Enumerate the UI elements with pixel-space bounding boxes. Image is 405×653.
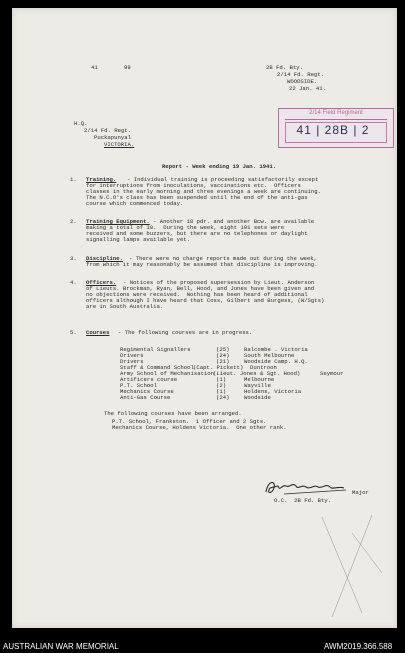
course-count: (24) <box>216 394 230 401</box>
registry-stamp <box>278 108 394 148</box>
handwritten-signature-icon <box>262 478 352 498</box>
archive-accession-number: AWM2019.366.588 <box>324 642 393 651</box>
sender-unit: 2B Fd. Bty. <box>266 64 303 71</box>
item-line: are in South Australia. <box>86 303 164 310</box>
course-name: Anti-Gas Course <box>120 394 171 401</box>
item-number: 3. <box>70 255 77 262</box>
course-count: (25) <box>216 346 230 353</box>
signature-appointment: O.C. 2B Fd. Bty. <box>274 497 332 504</box>
arranged-line: P.T. School, Frankston. 1 Officer and 2 Sgts. <box>112 418 267 425</box>
item-line: classes in the early morning and three evenings a week are continuing. <box>86 188 321 195</box>
arranged-line: Mechanics Course, Holdens Victoria. One other rank. <box>112 424 287 431</box>
addressee-line-3: Puckapunyal <box>94 134 131 141</box>
item-line: course which commenced today. <box>86 200 184 207</box>
item-heading: Officers. <box>86 279 117 286</box>
item-heading: Courses <box>86 329 110 336</box>
archive-name: AUSTRALIAN WAR MEMORIAL <box>3 642 119 651</box>
arranged-intro: The following courses have been arranged. <box>104 410 242 417</box>
ref-number-mid: 99 <box>124 64 131 71</box>
stamp-divider <box>285 119 387 120</box>
course-count: (1) <box>216 376 227 383</box>
item-line: The N.C.O's class has been suspended until the end of the anti-gas <box>86 194 308 201</box>
item-line: officers although I have heard that Coss, Gilbert and Burgess, (W/Sgts) <box>86 297 325 304</box>
addressee-line-1: H.Q. <box>74 120 88 127</box>
item-number: 5. <box>70 329 77 336</box>
addressee-line-4: VICTORIA. <box>104 141 135 148</box>
ref-number-left: 41 <box>91 64 98 71</box>
course-count: (Capt. Pickett) <box>193 364 244 371</box>
item-line: - The following courses are in progress. <box>118 329 253 336</box>
item-line: signalling lamps available yet. <box>86 236 191 243</box>
item-number: 1. <box>70 176 77 183</box>
course-name: Staff & Command School <box>120 364 194 371</box>
course-name: P.T. School <box>120 382 157 389</box>
course-count: (24) <box>216 352 230 359</box>
archive-footer <box>0 640 405 653</box>
course-place: Melbourne <box>244 376 275 383</box>
sender-date: 22 Jan. 41. <box>289 85 326 92</box>
course-name: Artificers course <box>120 376 178 383</box>
report-title: Report - Week ending 19 Jan. 1941. <box>162 163 277 170</box>
course-place: Wayville <box>244 382 271 389</box>
pencil-marks-icon <box>312 513 392 623</box>
stamp-title: 2/14 Field Regiment <box>309 110 363 116</box>
item-number: 2. <box>70 218 77 225</box>
item-line: - Another 18 pdr. and another Bcw. are available <box>153 218 315 225</box>
course-count: (2) <box>216 382 227 389</box>
sender-place: WOODSIDE. <box>287 78 318 85</box>
item-line: - There were no charge reports made out during the week, <box>129 255 317 262</box>
course-place: Woodside Camp. H.Q. <box>244 358 308 365</box>
item-number: 4. <box>70 279 77 286</box>
course-name: Army School of Mechanisation <box>120 370 214 377</box>
course-name: Mechanics Course <box>120 388 174 395</box>
item-line: - Individual training is proceeding satisfactorily except <box>127 176 319 183</box>
item-line: no objections were received. Nothing has been heard of additional <box>86 291 308 298</box>
document-page <box>12 8 397 628</box>
course-count: (1) <box>216 388 227 395</box>
sender-regiment: 2/14 Fd. Regt. <box>277 71 324 78</box>
item-line: making a total of 10. During the week, eight 101 sets were <box>86 224 285 231</box>
course-count: (Lieut. Jones & Sgt. Hood) <box>213 370 301 377</box>
addressee-line-2: 2/14 Fd. Regt. <box>84 127 131 134</box>
course-place: Seymour <box>320 370 344 377</box>
stamp-file-reference: 41 | 28B | 2 <box>296 123 370 137</box>
item-line: of Lieuts. Brockman, Ryan, Bell, Hood, and Jones have been given and <box>86 285 315 292</box>
item-line: - Notices of the proposed supersession by Lieut. Anderson <box>123 279 315 286</box>
course-place: Holdens, Victoria <box>244 388 302 395</box>
item-heading: Training Equipment. <box>86 218 150 225</box>
course-place: Balcombe . Victoria <box>244 346 308 353</box>
course-place: South Melbourne <box>244 352 295 359</box>
course-count: (21) <box>216 358 230 365</box>
course-place: Woodside <box>244 394 271 401</box>
signature-rank: Major <box>352 489 369 496</box>
course-name: Drivers <box>120 358 144 365</box>
course-place: Duntroon <box>250 364 277 371</box>
item-heading: Discipline. <box>86 255 123 262</box>
item-line: for interruptions from inoculations, vaccinations etc. Officers <box>86 182 301 189</box>
course-name: Regimental Signallers <box>120 346 191 353</box>
item-line: received and some buzzers, but there are no telephones or daylight <box>86 230 308 237</box>
course-name: Drivers <box>120 352 144 359</box>
item-heading: Training. <box>86 176 117 183</box>
item-line: from which it may reasonably be assumed that discipline is improving. <box>86 261 318 268</box>
